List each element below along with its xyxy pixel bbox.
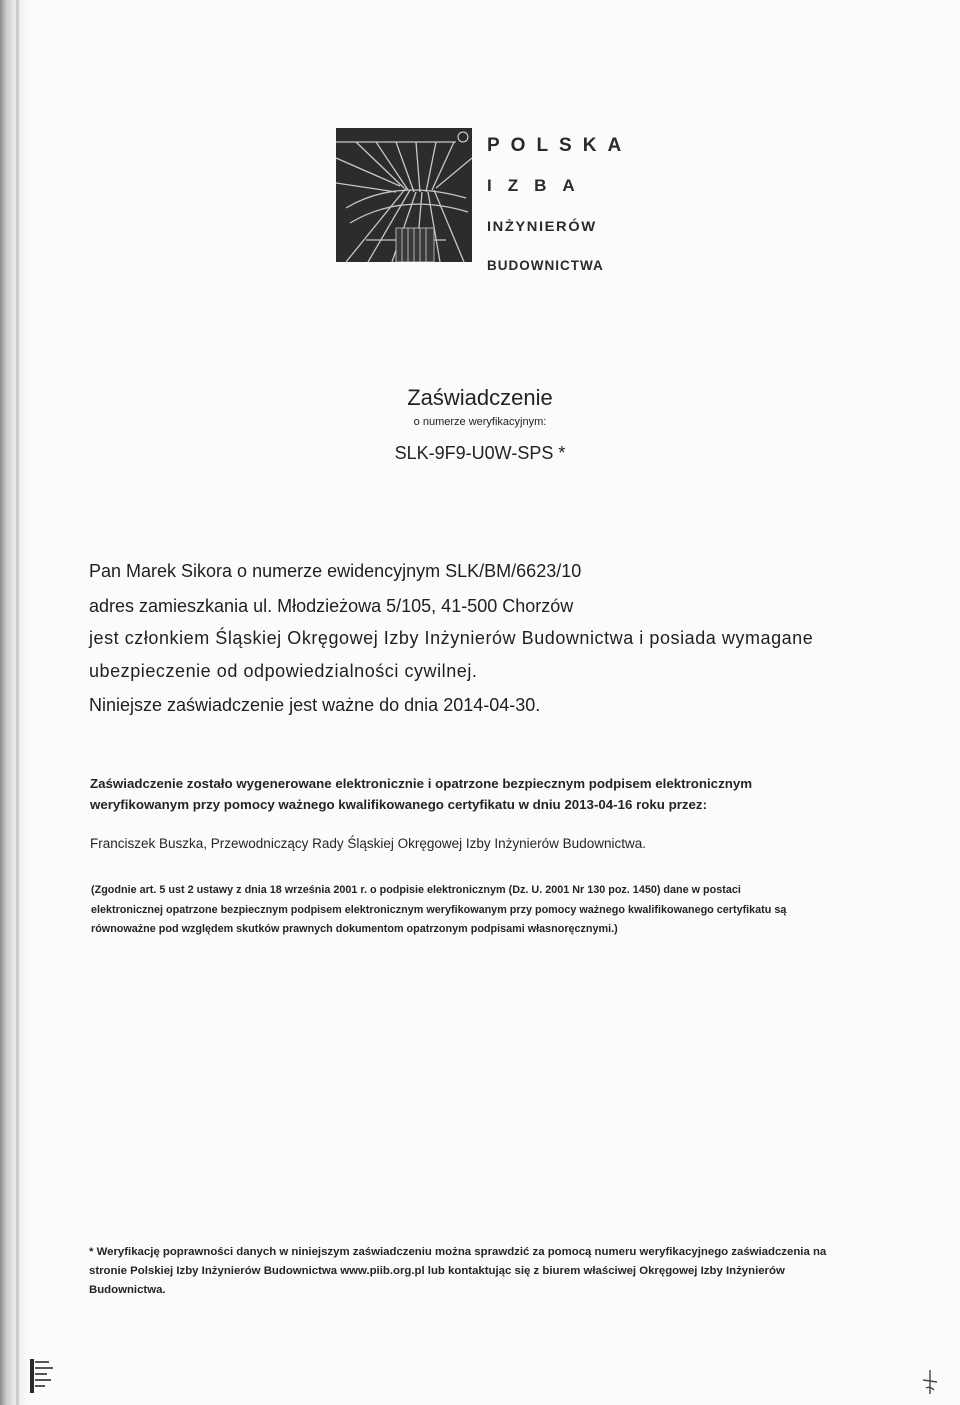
signer-line: Franciszek Buszka, Przewodniczący Rady Śląskiej Okręgowej Izby Inżynierów Budownictwa. xyxy=(90,836,646,851)
logo-line-budownictwa: BUDOWNICTWA xyxy=(487,258,604,273)
signature-note-line-1: Zaświadczenie zostało wygenerowane elektronicznie i opatrzone bezpiecznym podpisem elektronicznym xyxy=(90,776,753,791)
footnote-line-1: * Weryfikację poprawności danych w niniejszym zaświadczeniu można sprawdzić za pomocą numeru weryfikacyjnego zaświadczenia na xyxy=(89,1246,827,1258)
validity-statement-line: Niniejsze zaświadczenie jest ważne do dnia 2014-04-30. xyxy=(89,695,541,715)
logo-line-izba: IZBA xyxy=(487,176,591,195)
legal-note-line-2: elektronicznej opatrzone bezpiecznym podpisem elektronicznym weryfikowanym przy pomocy ważnego kwalifikowanego certyfikatu są xyxy=(91,904,787,916)
footnote-line-3: Budownictwa. xyxy=(89,1284,166,1296)
margin-stamp-mark xyxy=(28,1357,60,1395)
member-address-line: adres zamieszkania ul. Młodzieżowa 5/105, 41-500 Chorzów xyxy=(89,596,574,616)
logo-line-inzynierow: INŻYNIERÓW xyxy=(487,218,597,234)
verification-number: SLK-9F9-U0W-SPS * xyxy=(394,443,566,463)
piib-logo-wordmark xyxy=(487,126,632,286)
scan-edge-shadow xyxy=(0,0,30,1405)
member-name-line: Pan Marek Sikora o numerze ewidencyjnym SLK/BM/6623/10 xyxy=(89,561,582,581)
footnote-line-2: stronie Polskiej Izby Inżynierów Budownictwa www.piib.org.pl lub kontaktując się z biurem właściwej Okręgowej Izby Inżynierów xyxy=(89,1265,785,1277)
certificate-title: Zaświadczenie xyxy=(407,385,553,410)
signature-note-line-2: weryfikowanym przy pomocy ważnego kwalifikowanego certyfikatu w dniu 2013-04-16 roku przez: xyxy=(90,797,708,812)
legal-note-line-1: (Zgodnie art. 5 ust 2 ustawy z dnia 18 września 2001 r. o podpisie elektronicznym (Dz. U. 2001 Nr 130 poz. 1450) dane w postaci xyxy=(91,884,741,896)
membership-statement-line: jest członkiem Śląskiej Okręgowej Izby Inżynierów Budownictwa i posiada wymagane xyxy=(89,628,814,648)
scan-edge-line xyxy=(16,0,19,1405)
logo-line-polska: POLSKA xyxy=(487,135,633,156)
piib-logo-emblem xyxy=(336,128,472,262)
legal-note-line-3: równoważne pod względem skutków prawnych dokumentom opatrzonym podpisami własnoręcznymi.) xyxy=(91,923,618,935)
insurance-statement-line: ubezpieczenie od odpowiedzialności cywilnej. xyxy=(89,661,478,681)
handwritten-mark xyxy=(918,1368,942,1396)
certificate-subtitle: o numerze weryfikacyjnym: xyxy=(413,416,547,428)
